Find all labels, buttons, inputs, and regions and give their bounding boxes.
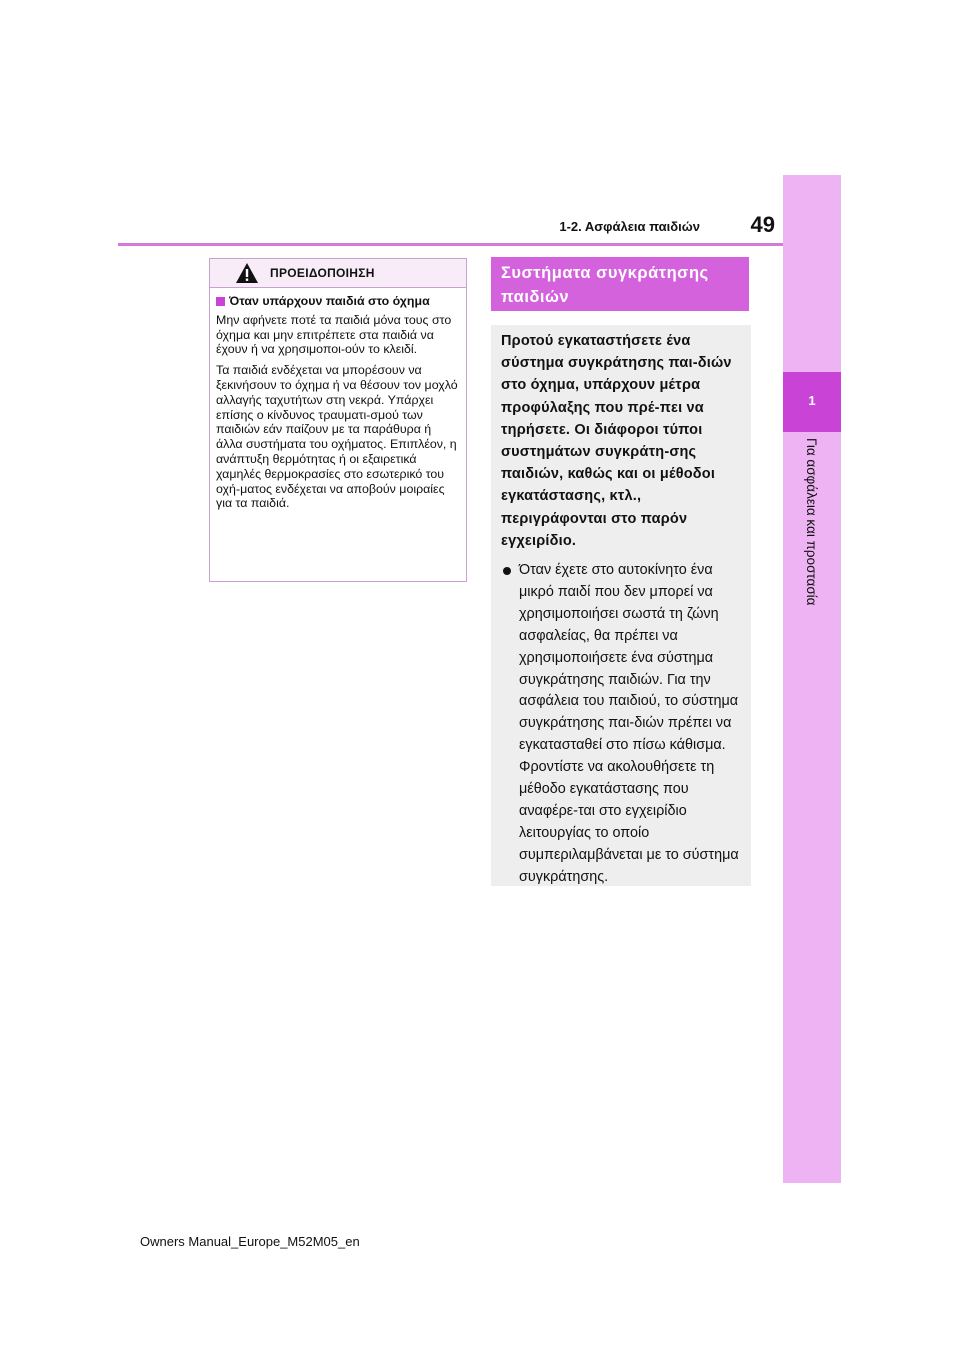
warning-title: ΠΡΟΕΙΔΟΠΟΙΗΣΗ — [270, 266, 375, 280]
warning-paragraph: Τα παιδιά ενδέχεται να μπορέσουν να ξεκινήσουν το όχημα ή να θέσουν τον μοχλό αλλαγής ταχυτήτων στη νεκρά. Υπάρχει επίσης ο κίνδυνος τραυματι-σμού των παιδιών εάν παίζουν με τα παράθυρα ή άλλα συστήματα του οχήματος. Επιπλέον, η ανάπτυξη θερμότητας ή οι εξαιρετικά χαμηλές θερμοκρασίες στο εσωτερικό του οχή-ματος ενδέχεται να αποβούν μοιραίες για τα παιδιά. — [216, 363, 458, 511]
page-number: 49 — [750, 212, 775, 237]
warning-body — [210, 288, 466, 511]
section-intro: Προτού εγκαταστήσετε ένα σύστημα συγκράτησης παι-διών στο όχημα, υπάρχουν μέτρα προφύλαξης που πρέ-πει να τηρήσετε. Οι διάφοροι τύποι συστημάτων συγκράτη-σης παιδιών, καθώς και οι μέθοδοι εγκατάστασης, κτλ., περιγράφονται στο παρόν εγχειρίδιο. — [501, 333, 732, 549]
warning-header — [210, 259, 466, 288]
chapter-strip — [783, 175, 841, 1183]
bullet-text: Όταν έχετε στο αυτοκίνητο ένα μικρό παιδί που δεν μπορεί να χρησιμοποιήσει σωστά τη ζώνη ασφαλείας, θα πρέπει να χρησιμοποιήσετε ένα σύστημα συγκράτησης παιδιών. Για την ασφάλεια του παιδιού, το σύστημα συγκράτησης παι-διών πρέπει να εγκατασταθεί στο πίσω κάθισμα. Φροντίστε να ακολουθήσετε τη μέθοδο εγκατάστασης που αναφέρε-ται στο εγχειρίδιο λειτουργίας το οποίο συμπεριλαμβάνεται με το σύστημα συγκράτησης. — [519, 562, 739, 885]
section-breadcrumb: 1-2. Ασφάλεια παιδιών — [559, 219, 700, 234]
warning-subheading-text: Όταν υπάρχουν παιδιά στο όχημα — [229, 294, 430, 308]
bullet-dot-icon — [503, 567, 511, 575]
warning-triangle-icon — [235, 262, 259, 284]
chapter-label: Για ασφάλεια και προστασία — [804, 438, 819, 606]
section-title: Συστήματα συγκράτησης παιδιών — [501, 264, 709, 306]
square-bullet-icon — [216, 297, 225, 306]
footer-text: Owners Manual_Europe_M52M05_en — [140, 1234, 360, 1249]
section-content — [491, 325, 751, 886]
warning-paragraph: Μην αφήνετε ποτέ τα παιδιά μόνα τους στο όχημα και μην επιτρέπετε στα παιδιά να έχουν ή να χρησιμοποι-ούν το κλειδί. — [216, 312, 452, 357]
bullet-item — [501, 560, 741, 889]
warning-subheading — [216, 294, 460, 309]
chapter-number: 1 — [808, 393, 816, 408]
section-title-bar — [491, 257, 749, 311]
header-divider — [118, 243, 783, 246]
warning-box — [209, 258, 467, 582]
